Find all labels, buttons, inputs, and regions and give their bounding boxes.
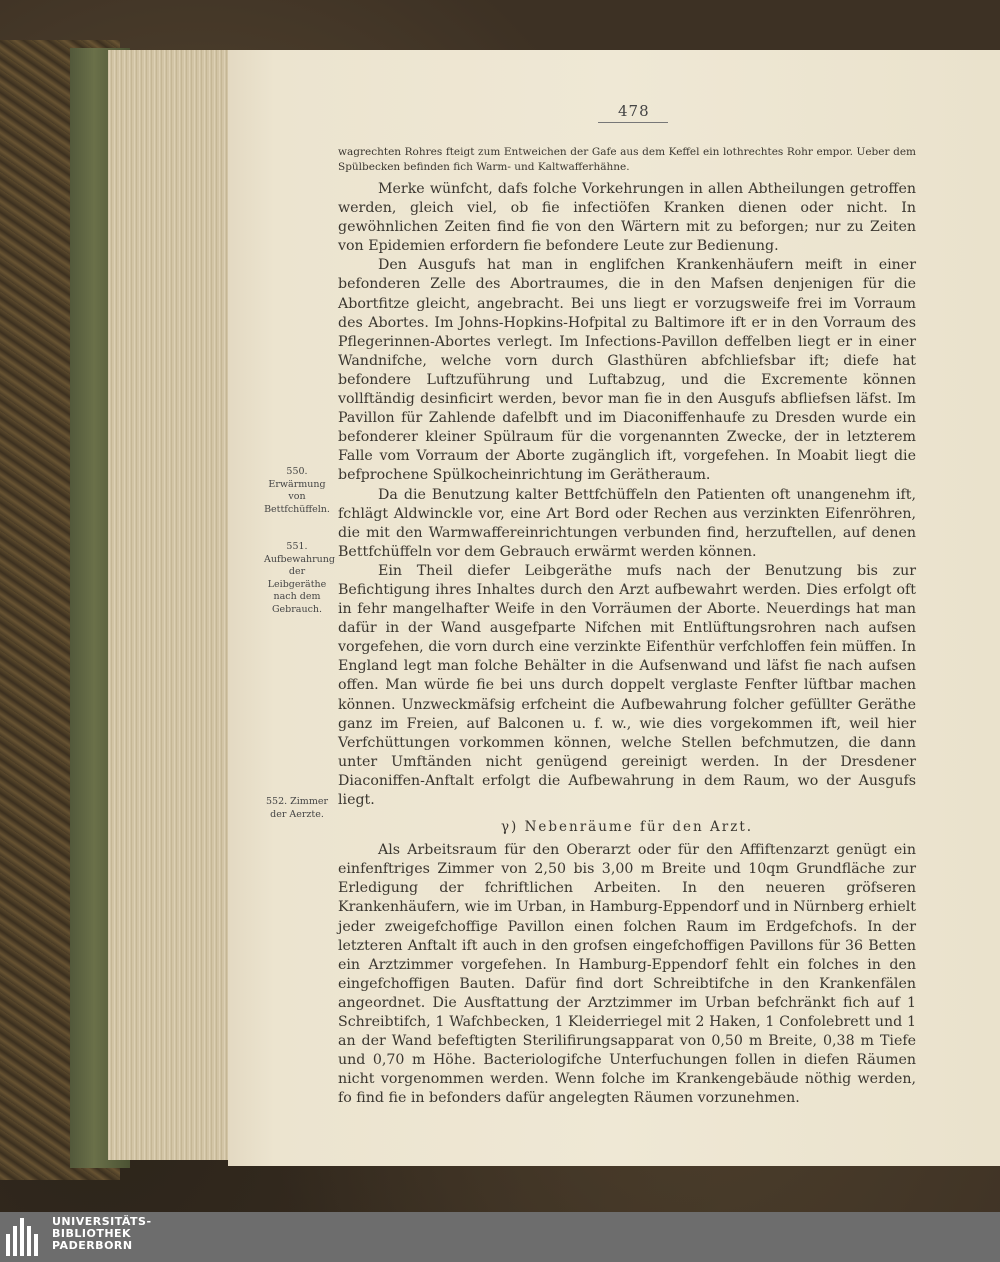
library-footer — [0, 1212, 1000, 1262]
paragraph-merke: Merke wünfcht, dafs folche Vorkehrungen in allen Abtheilungen getroffen werden, gleich viel, ob fie infectiöfen Kranken dienen oder nicht. In gewöhnlichen Zeiten find fie von den Wärtern mit zu beforgen; nur zu Zeiten von Epidemien erfordern fie befondere Leute zur Bedienung. — [338, 181, 916, 255]
library-name — [52, 1216, 152, 1252]
page-stack — [108, 50, 229, 1160]
paragraph-leibgeraethe: Ein Theil diefer Leibgeräthe mufs nach der Benutzung bis zur Befichtigung ihres Inhaltes durch den Arzt aufbewahrt werden. Dies erfolgt oft in fehr mangelhafter Weife in den Vorräumen der Aborte. Neuerdings hat man dafür in der Wand ausgefparte Nifchen mit Entlüftungsrohren nach aufsen vorgefehen, die vorn durch eine verzinkte Eifenthür verfchloffen fein müffen. In England legt man folche Behälter in die Aufsenwand und läfst fie nach aufsen offen. Man würde fie bei uns durch doppelt verglaste Fenfter lüftbar machen können. Unzweckmäfsig erfcheint die Aufbewahrung folcher gefüllter Geräthe ganz im Freien, auf Balconen u. f. w., wie dies vorgekommen ift, weil hier Verfchüttungen vorkommen können, welche Stellen befchmutzen, die dann unter Umftänden nicht genügend gereinigt werden. In der Dresdener Diaconiffen-Anftalt erfolgt die Aufbewahrung in dem Raum, wo der Ausgufs liegt. — [338, 562, 916, 808]
paragraph-arztzimmer: Als Arbeitsraum für den Oberarzt oder für den Affiftenzarzt genügt ein einfenftriges Zimmer von 2,50 bis 3,00 m Breite und 10qm Grundfläche zur Erledigung der fchriftlichen Arbeiten. In den neueren gröfseren Krankenhäufern, wie im Urban, in Hamburg-Eppendorf und in Nürnberg erhielt jeder zweigefchoffige Pavillon einen folchen Raum im Erdgefchofs. In der letzteren Anftalt ift auch in den grofsen eingefchoffigen Pavillons für 36 Betten ein Arztzimmer vorgefehen. In Hamburg-Eppendorf fehlt ein folches in den eingefchoffigen Bauten. Dafür find dort Schreibtifche in den Krankenfälen angeordnet. Die Ausftattung der Arztzimmer im Urban befchränkt fich auf 1 Schreibtifch, 1 Wafchbecken, 1 Kleiderriegel mit 2 Haken, 1 Confolebrett und 1 an der Wand befeftigten Sterilifirungsapparat von 0,50 m Breite, 0,38 m Tiefe und 0,70 m Höhe. Bacteriologifche Unterfuchungen follen in diefen Räumen nicht vorgenommen werden. Wenn folche im Krankengebäude nöthig werden, fo find fie in befonders dafür angelegten Räumen vorzunehmen. — [338, 842, 916, 1107]
library-name-line3: PADERBORN — [52, 1239, 133, 1252]
page-number: 478 — [618, 102, 650, 120]
book-page — [228, 50, 1000, 1166]
paragraph-bettschuesseln: Da die Benutzung kalter Bettfchüffeln den Patienten oft unangenehm ift, fchlägt Aldwinckle vor, eine Art Bord oder Rechen aus verzinkten Eifenröhren, die mit den Warmwaffereinrichtungen verbunden find, herzuftellen, auf denen Bettfchüffeln vor dem Gebrauch erwärmt werden können. — [338, 486, 916, 560]
body-text — [338, 145, 916, 1109]
section-heading: γ) Nebenräume für den Arzt. — [500, 819, 754, 836]
library-name-line2: BIBLIOTHEK — [52, 1227, 132, 1240]
library-name-line1: UNIVERSITÄTS- — [52, 1215, 152, 1228]
library-logo-icon — [6, 1218, 44, 1256]
margin-note-550: 550. Erwärmung von Bettfchüffeln. — [264, 466, 330, 515]
margin-note-552: 552. Zimmer der Aerzte. — [266, 796, 328, 820]
page-number-rule — [598, 122, 668, 123]
top-note: wagrechten Rohres fteigt zum Entweichen der Gafe aus dem Keffel ein lothrechtes Rohr empor. Ueber dem Spülbecken befinden fich Warm- und Kaltwafferhähne. — [338, 146, 916, 173]
margin-note-551: 551. Aufbewahrung der Leibgeräthe nach dem Gebrauch. — [264, 541, 335, 615]
paragraph-ausguss: Den Ausgufs hat man in englifchen Krankenhäufern meift in einer befonderen Zelle des Abortraumes, die in den Mafsen denjenigen für die Abortfitze gleicht, angebracht. Bei uns liegt er vorzugsweife frei im Vorraum des Abortes. Im Johns-Hopkins-Hofpital zu Baltimore ift er in den Vorraum des Pflegerinnen-Abortes verlegt. Im Infections-Pavillon deffelben liegt er in einer Wandnifche, welche vorn durch Glasthüren abfchliefsbar ift; diefe hat befondere Luftzuführung und Luftabzug, und die Excremente können vollftändig desinficirt werden, bevor man fie in den Ausgufs abfliefsen läfst. Im Pavillon für Zahlende dafelbft und im Diaconiffenhaufe zu Dresden wurde ein befonderer kleiner Spülraum für die vorgenannten Zwecke, der in letzterem Falle vom Vorraum der Aborte zugänglich ift, vorgefehen. In Moabit liegt die befprochene Spülkocheinrichtung im Gerätheraum. — [338, 257, 916, 484]
